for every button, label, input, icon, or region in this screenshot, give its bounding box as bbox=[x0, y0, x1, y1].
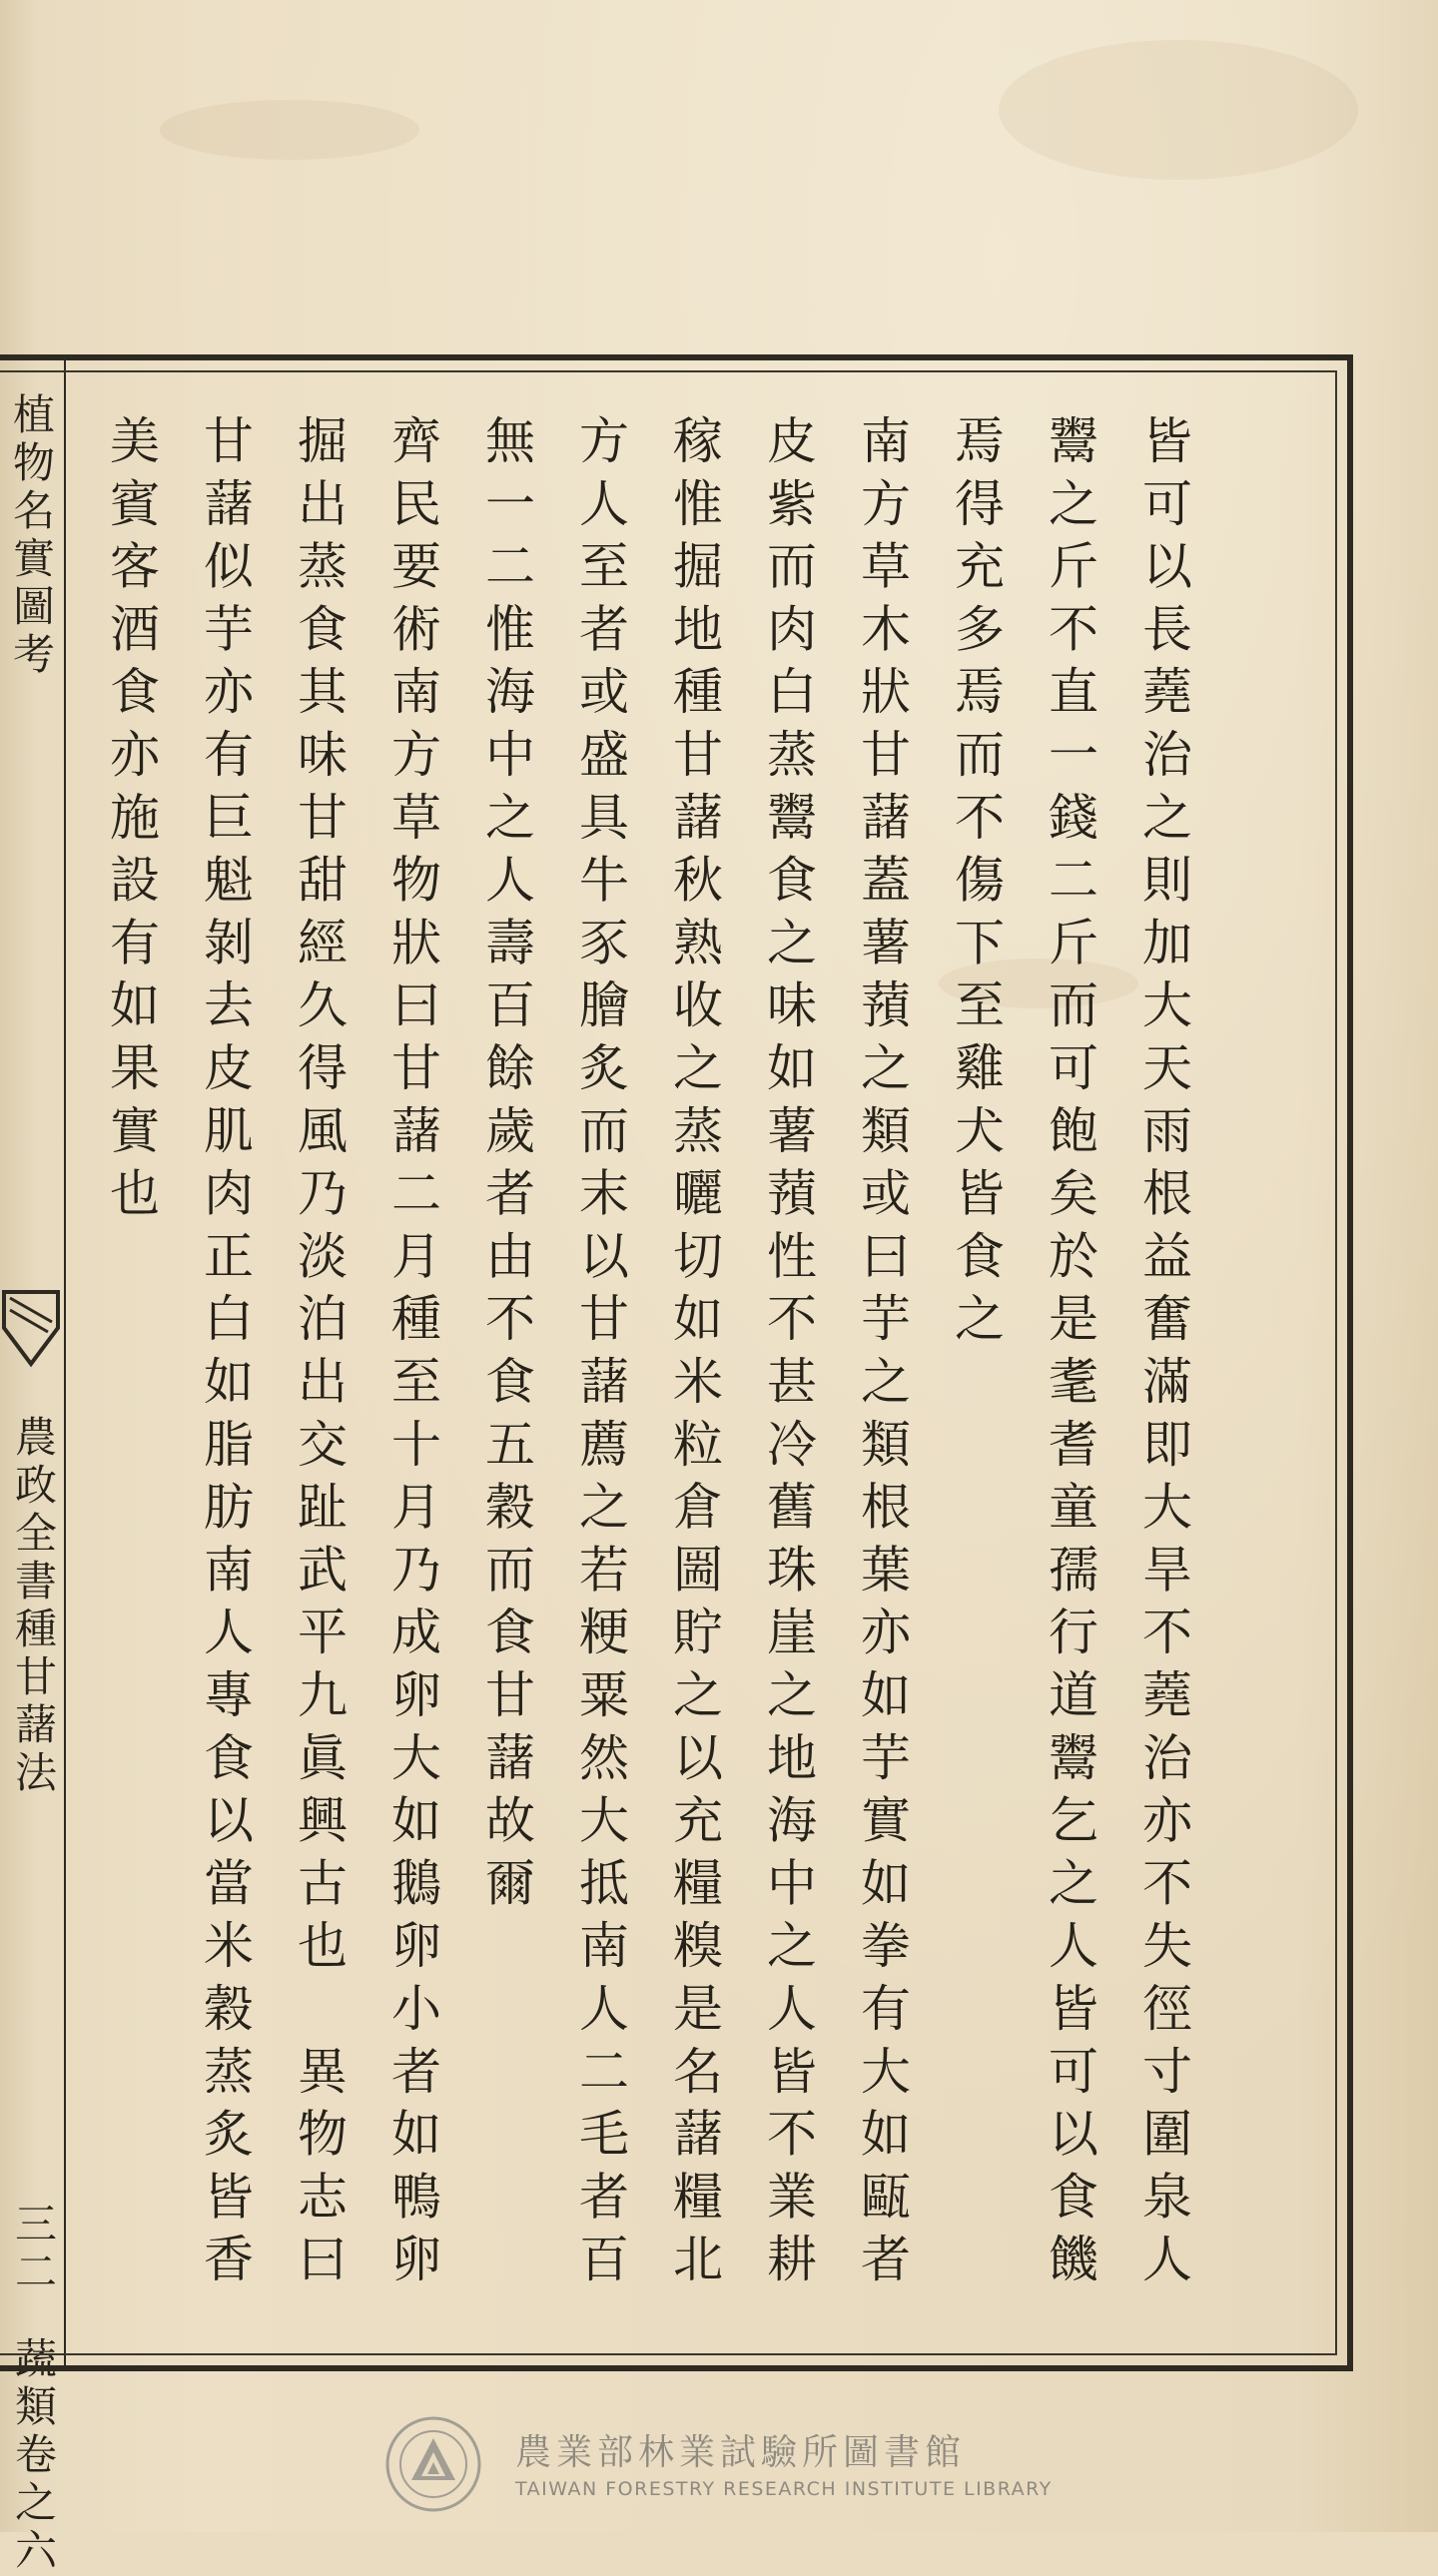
library-seal-icon bbox=[383, 2414, 483, 2514]
main-text bbox=[0, 414, 1438, 2351]
book-title: 植物名實圖考 bbox=[7, 392, 56, 680]
paper-stain bbox=[160, 100, 419, 160]
volume-label: 蔬類卷之六 bbox=[9, 2336, 58, 2576]
text-column-4: 南方草木狀甘藷蓋薯蕷之類或曰芋之類根葉亦如芋實如拳有大如甌者 bbox=[853, 414, 911, 2295]
text-column-9: 齊民要術南方草物狀曰甘藷二月種至十月乃成卵大如鵝卵小者如鴨卵 bbox=[383, 414, 441, 2295]
library-name-zh: 農業部林業試驗所圖書館 bbox=[515, 2432, 967, 2473]
library-name-en: TAIWAN FORESTRY RESEARCH INSTITUTE LIBRARY bbox=[515, 2478, 1053, 2500]
paper-stain bbox=[999, 40, 1358, 180]
text-column-11: 甘藷似芋亦有巨魁剝去皮肌肉正白如脂肪南人專食以當米穀蒸炙皆香 bbox=[196, 414, 254, 2295]
text-column-1: 皆可以長蕘治之則加大天雨根益奮滿即大旱不蕘治亦不失徑寸圍泉人 bbox=[1134, 414, 1192, 2295]
text-column-10: 掘出蒸食其味甘甜經久得風乃淡泊出交趾武平九眞興古也 異物志曰 bbox=[290, 414, 348, 2295]
text-column-5: 皮紫而肉白蒸鬻食之味如薯蕷性不甚冷舊珠崖之地海中之人皆不業耕 bbox=[759, 414, 817, 2295]
text-column-2: 鬻之斤不直一錢二斤而可飽矣於是耄耆童孺行道鬻乞之人皆可以食饑 bbox=[1041, 414, 1098, 2295]
text-column-6: 稼惟掘地種甘藷秋熟收之蒸曬切如米粒倉圌貯之以充糧糗是名藷糧北 bbox=[665, 414, 723, 2295]
text-column-8: 無一二惟海中之人壽百餘歲者由不食五穀而食甘藷故爾 bbox=[477, 414, 535, 1920]
text-column-12: 美賓客酒食亦施設有如果實也 bbox=[102, 414, 160, 1230]
text-column-3: 焉得充多焉而不傷下至雞犬皆食之 bbox=[947, 414, 1005, 1355]
section-title: 農政全書種甘藷法 bbox=[9, 1415, 58, 1798]
text-column-7: 方人至者或盛具牛豕膾炙而末以甘藷薦之若粳粟然大抵南人二毛者百 bbox=[571, 414, 629, 2295]
page-number: 三二 bbox=[9, 2202, 58, 2297]
